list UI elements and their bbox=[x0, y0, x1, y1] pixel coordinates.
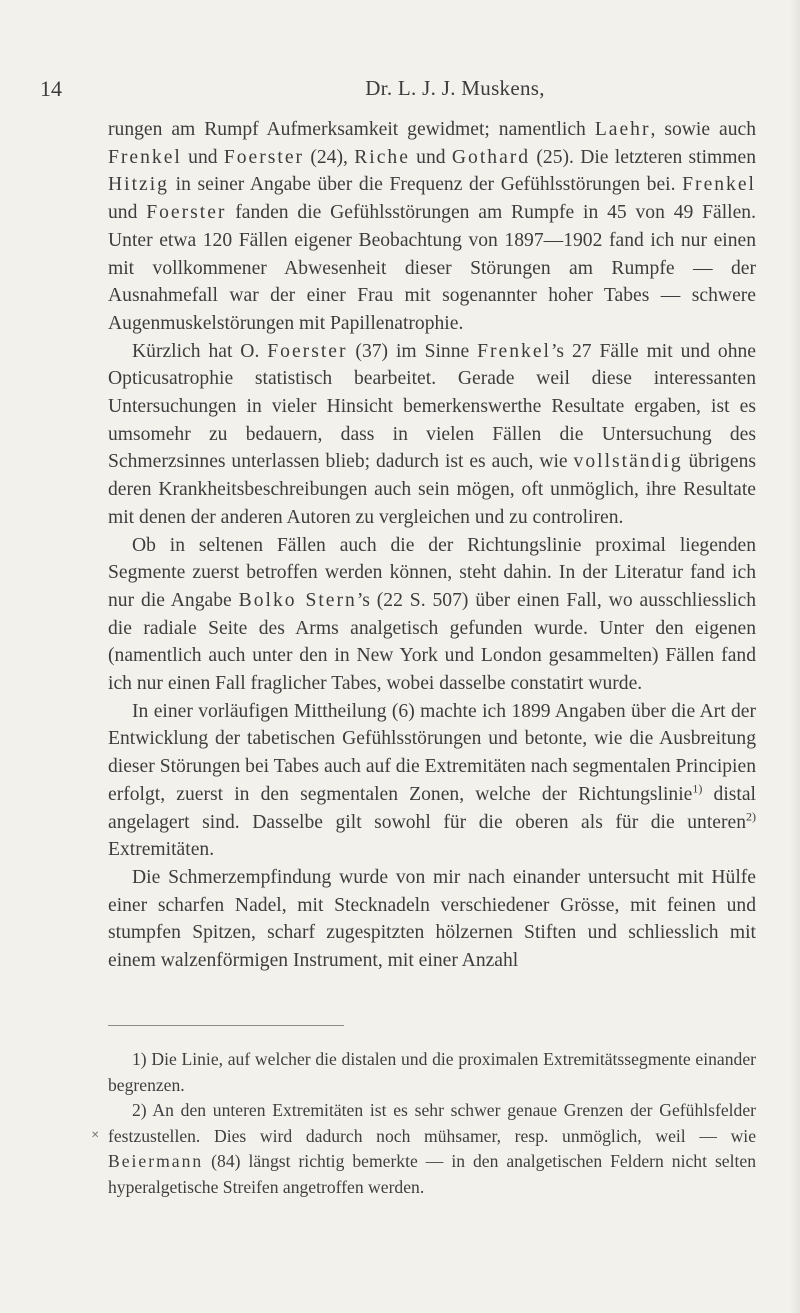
paragraph bbox=[108, 116, 756, 338]
spaced-name: Hitzig bbox=[108, 174, 169, 196]
spaced-name: Foerster bbox=[146, 202, 227, 224]
text-run: übrigens deren Krankheitsbeschreibungen auch sein mögen, oft unmöglich, ihre Resultate mit denen der anderen Autoren zu vergleichen und zu controliren. bbox=[108, 451, 756, 528]
paragraph bbox=[108, 532, 756, 698]
text-run: Die Schmerzempfindung wurde von mir nach einander untersucht mit Hülfe einer scharfen Nadel, mit Stecknadeln verschiedener Grösse, mit feinen und stumpfen Spitzen, scharf zugespitzten hölzernen Stiften und schliesslich mit einem walzenförmigen Instrument, mit einer Anzahl bbox=[108, 866, 756, 972]
spaced-name: Bolko Stern bbox=[238, 589, 357, 611]
text-run: ’s (22 S. 507) über einen Fall, wo ausschliesslich die radiale Seite des Arms analgetisch gefunden wurde. Unter den eigenen (namentlich auch unter den in New York und London gesammelten) Fällen fand ich nur einen Fall fraglicher Tabes, wobei dasselbe constatirt wurde. bbox=[108, 589, 756, 695]
spaced-name: Frenkel bbox=[108, 146, 182, 168]
text-run: , sowie auch bbox=[650, 119, 756, 140]
running-head: Dr. L. J. J. Muskens, bbox=[365, 76, 545, 100]
text-run: Ob in seltenen Fällen auch die der Richtungslinie proximal liegenden Segmente zuerst betroffen werden können, steht dahin. In der Literatur fand ich nur die Angabe bbox=[108, 534, 756, 611]
spaced-name: Gothard bbox=[451, 146, 531, 168]
footnote-divider bbox=[108, 1025, 344, 1026]
margin-speck-mark: ✕ bbox=[91, 1130, 100, 1141]
page-number: 14 bbox=[40, 76, 62, 101]
text-run: fanden die Gefühlsstörungen am Rumpfe in 45 von 49 Fällen. Unter etwa 120 Fällen eigener Beobachtung von 1897—1902 fand ich nur einen mit vollkommener Abwesenheit dieser Störungen am Rumpfe — der Ausnahmefall war der einer Frau mit sogenannter hoher Tabes — schwere Augenmuskelstörungen mit Papillenatrophie. bbox=[108, 202, 756, 334]
text-run: Extremitäten. bbox=[108, 839, 215, 861]
text-run: und bbox=[108, 202, 147, 224]
footnote-marker: 2) bbox=[746, 809, 756, 824]
spaced-name: Laehr bbox=[594, 119, 651, 140]
text-run: rungen am Rumpf Aufmerksamkeit gewidmet; namentlich bbox=[108, 119, 595, 140]
footnote bbox=[108, 1098, 756, 1200]
text-run: (25). Die letzteren stimmen bbox=[530, 146, 757, 168]
page-header bbox=[0, 52, 800, 101]
text-run: und bbox=[409, 146, 452, 168]
text-run: Kürzlich hat O. bbox=[132, 340, 268, 362]
text-run: (84) längst richtig bemerkte — in den analgetischen Feldern nicht selten hyperalgetische Streifen angetroffen werden. bbox=[108, 1151, 756, 1197]
text-run: in seiner Angabe über die Frequenz der Gefühlsstörungen bei. bbox=[168, 174, 683, 196]
text-run: In einer vorläufigen Mittheilung (6) machte ich 1899 Angaben über die Art der Entwicklung der tabetischen Gefühlsstörungen und betonte, wie die Ausbreitung dieser Störungen bei Tabes auch auf die Extremitäten nach segmentalen Principien erfolgt, zuerst in den segmentalen Zonen, welche der Richtungslinie bbox=[108, 700, 756, 805]
body-text bbox=[108, 116, 756, 975]
paragraph bbox=[108, 698, 756, 864]
text-run: 2) An den unteren Extremitäten ist es sehr schwer genaue Grenzen der Gefühlsfelder festzustellen. Dies wird dadurch noch mühsamer, resp. unmöglich, weil — wie bbox=[108, 1100, 756, 1146]
paragraph bbox=[108, 864, 756, 975]
spaced-name: Beiermann bbox=[108, 1151, 204, 1171]
spaced-name: Frenkel bbox=[477, 340, 551, 362]
spaced-name: Riche bbox=[354, 146, 410, 168]
text-run: distal angelagert sind. Dasselbe gilt sowohl für die oberen als für die unteren bbox=[108, 783, 756, 833]
text-run: ’s 27 Fälle mit und ohne Opticusatrophie statistisch bearbeitet. Gerade weil diese interessanten Untersuchungen in vieler Hinsicht bemerkenswerthe Resultate ergaben, ist es umsomehr zu bedauern, dass in vielen Fällen die Untersuchung des Schmerzsinnes unterlassen blieb; dadurch ist es auch, wie bbox=[108, 340, 756, 473]
footnotes bbox=[108, 1047, 756, 1200]
footnote bbox=[108, 1047, 756, 1098]
text-run: (24), bbox=[304, 146, 355, 168]
spaced-name: vollständig bbox=[573, 451, 683, 473]
footnote-marker: 1) bbox=[692, 781, 703, 796]
text-run: und bbox=[181, 146, 224, 168]
spaced-name: Frenkel bbox=[682, 174, 756, 196]
text-run: (37) im Sinne bbox=[347, 340, 478, 362]
spaced-name: Foerster bbox=[223, 146, 305, 168]
text-run: 1) Die Linie, auf welcher die distalen und die proximalen Extremitätssegmente einander begrenzen. bbox=[108, 1049, 756, 1095]
page-edge-shadow bbox=[790, 0, 800, 1313]
spaced-name: Foerster bbox=[267, 340, 348, 362]
paragraph bbox=[108, 338, 756, 532]
